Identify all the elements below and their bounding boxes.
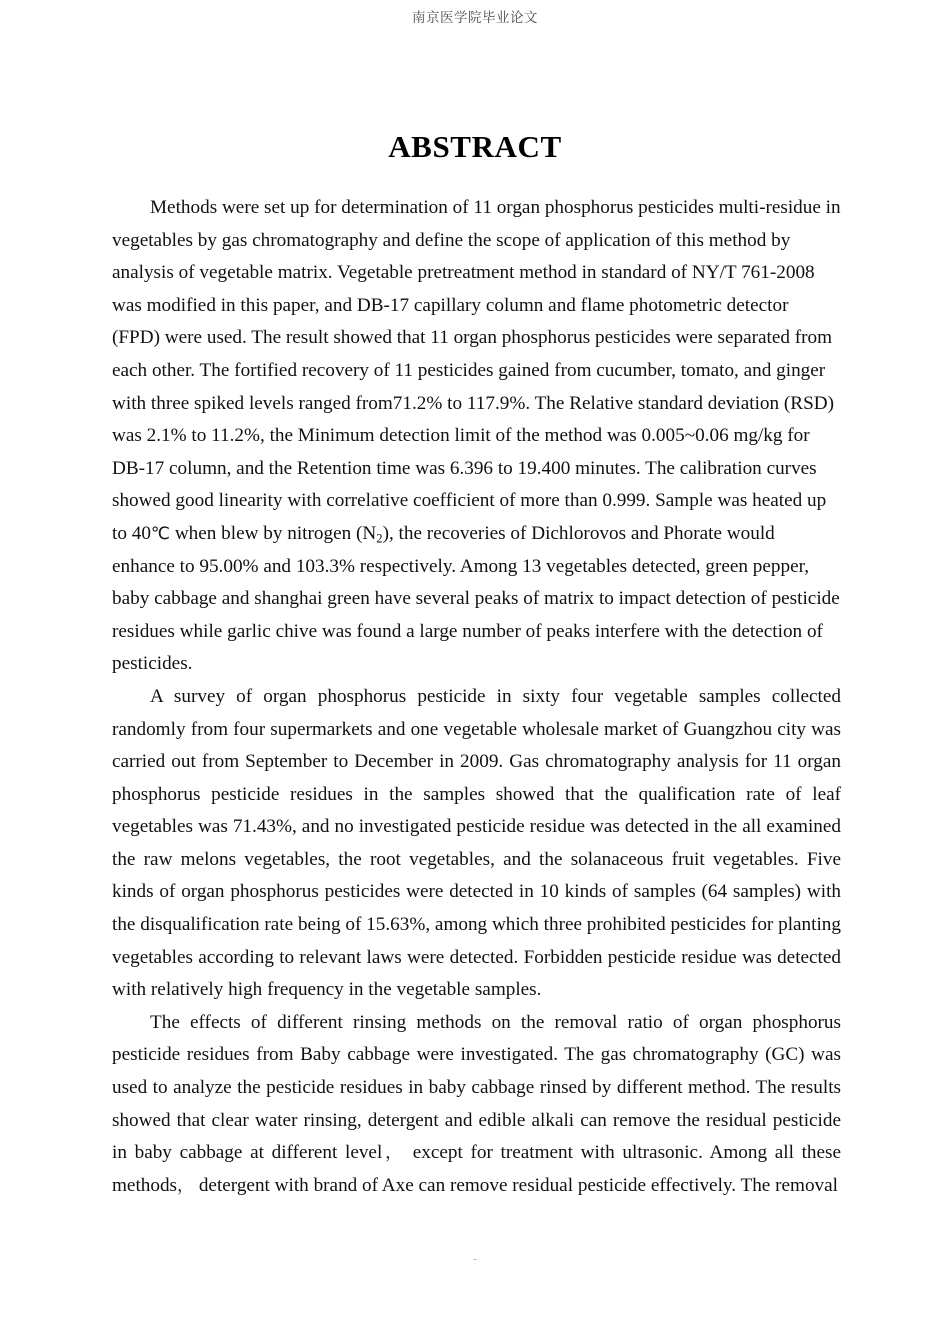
paragraph-3-text-part-1: The effects of different rinsing methods on the removal ratio of organ phosphorus pesticide residues from Baby cabbage were investigated. The gas chromatography (GC) was used to analyze the pesticide residues in baby cabbage rinsed by different method. The results showed that clear water rinsing, detergent and edible alkali can remove the residual pesticide in baby cabbage at different level bbox=[112, 1011, 841, 1164]
paragraph-3-fullwidth-comma-2: ， bbox=[177, 1175, 195, 1196]
paragraph-3-fullwidth-comma-1: ， bbox=[382, 1143, 406, 1164]
paragraph-1-temperature-unit: ℃ bbox=[150, 523, 171, 544]
paragraph-3 bbox=[112, 1007, 841, 1203]
paragraph-1-text-part-1: Methods were set up for determination of 11 organ phosphorus pesticides multi-residue in vegetables by gas chromatography and define the scope of application of this method by analysis of vegetable matrix. Vegetable pretreatment method in standard of NY/T 761-2008 was modified in this paper, and DB-17 capillary column and flame photometric detector (FPD) were used. The result showed that 11 organ phosphorus pesticides were separated from each other. The fortified recovery of 11 pesticides gained from cucumber, tomato, and ginger with three spiked levels ranged from71.2% to 117.9%. The Relative standard deviation (RSD) was 2.1% to 11.2%, the Minimum detection limit of the method was 0.005~0.06 mg/kg for DB-17 column, and the Retention time was 6.396 to 19.400 minutes. The calibration curves showed good linearity with correlative coefficient of more than 0.999. Sample was heated up to 40 bbox=[112, 197, 841, 544]
paragraph-3-text-part-3: detergent with brand of Axe can remove residual pesticide effectively. The removal bbox=[194, 1174, 838, 1196]
running-header: 南京医学院毕业论文 bbox=[412, 10, 538, 26]
paragraph-1 bbox=[112, 192, 841, 681]
abstract-body bbox=[112, 192, 841, 1202]
paragraph-1-subscript-two: 2 bbox=[376, 531, 383, 546]
footer-mark: ¯ bbox=[473, 1258, 477, 1267]
paragraph-3-text-part-2: except for treatment with ultrasonic. Among all these methods bbox=[112, 1142, 841, 1196]
paragraph-1-text-part-2: when blew by nitrogen (N bbox=[174, 522, 377, 544]
paragraph-1-text-part-3: ), the recoveries of Dichlorovos and Phorate would enhance to 95.00% and 103.3% respectively. Among 13 vegetables detected, green pepper, baby cabbage and shanghai green have several peaks of matrix to impact detection of pesticide residues while garlic chive was found a large number of peaks interfere with the detection of pesticides. bbox=[112, 522, 840, 675]
page-title: ABSTRACT bbox=[388, 128, 562, 164]
paragraph-2: A survey of organ phosphorus pesticide in sixty four vegetable samples collected randomly from four supermarkets and one vegetable wholesale market of Guangzhou city was carried out from September to December in 2009. Gas chromatography analysis for 11 organ phosphorus pesticide residues in the samples showed that the qualification rate of leaf vegetables was 71.43%, and no investigated pesticide residue was detected in the all examined the raw melons vegetables, the root vegetables, and the solanaceous fruit vegetables. Five kinds of organ phosphorus pesticides were detected in 10 kinds of samples (64 samples) with the disqualification rate being of 15.63%, among which three prohibited pesticides for planting vegetables according to relevant laws were detected. Forbidden pesticide residue was detected with relatively high frequency in the vegetable samples. bbox=[112, 685, 841, 1001]
